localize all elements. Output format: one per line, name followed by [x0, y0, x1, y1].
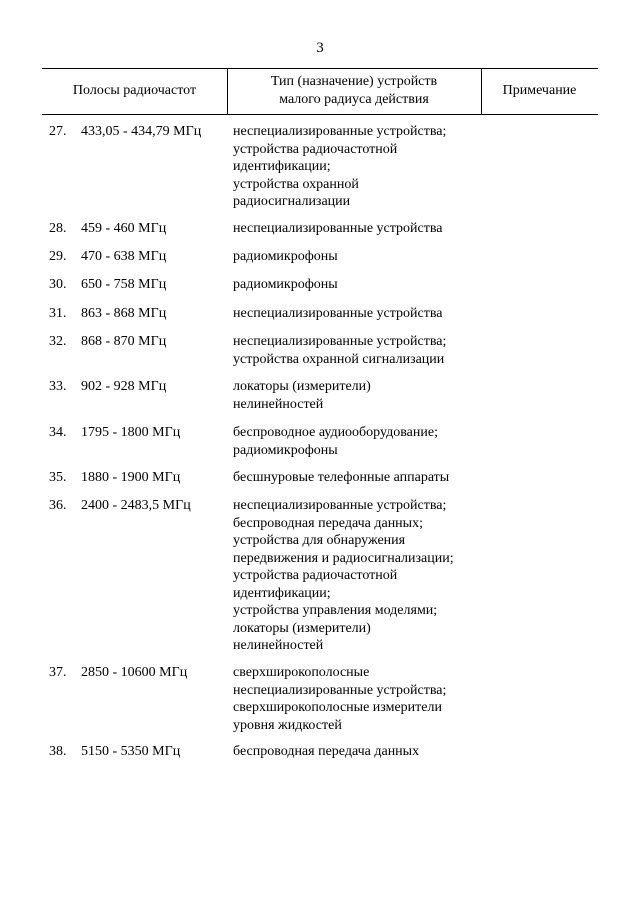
frequency-band: 1880 - 1900 МГц — [81, 470, 181, 485]
device-type-line: устройства для обнаружения — [233, 533, 406, 548]
device-type-line: сверхширокополосные измерители — [233, 700, 442, 715]
device-type — [233, 497, 483, 655]
device-type-line: нелинейностей — [233, 396, 324, 412]
device-type-line: устройства радиочастотной — [233, 141, 398, 157]
device-type — [233, 743, 483, 761]
device-type-line: беспроводная передача данных; — [233, 515, 423, 531]
device-type-line: нелинейностей — [233, 638, 324, 653]
device-type-line: неспециализированные устройства; — [233, 682, 447, 698]
device-type — [233, 333, 483, 368]
frequency-band: 2400 - 2483,5 МГц — [81, 498, 191, 513]
header-note-label: Примечание — [502, 83, 577, 98]
device-type-line: сверхширокополосные — [233, 665, 370, 680]
device-type — [233, 424, 483, 459]
row-number: 36. — [49, 498, 67, 513]
device-type-line: идентификации; — [233, 159, 331, 174]
device-type-line: бесшнуровые телефонные аппараты — [233, 470, 450, 485]
frequency-band: 459 - 460 МГц — [81, 221, 167, 236]
device-type — [233, 220, 483, 238]
device-type-line: радиомикрофоны — [233, 277, 338, 292]
row-number: 30. — [49, 277, 67, 292]
page-number: 3 — [316, 40, 324, 56]
frequency-band: 433,05 - 434,79 МГц — [81, 124, 202, 139]
row-number: 34. — [49, 425, 67, 440]
device-type-line: устройства охранной — [233, 176, 359, 192]
device-type-line: неспециализированные устройства — [233, 306, 443, 321]
header-device-type-line-2: малого радиуса действия — [279, 92, 429, 107]
row-number: 35. — [49, 470, 67, 485]
device-type-line: неспециализированные устройства; — [233, 334, 447, 349]
device-type-line: устройства управления моделями; — [233, 603, 438, 618]
header-bands-label: Полосы радиочастот — [72, 83, 197, 98]
frequency-band: 650 - 758 МГц — [81, 277, 167, 292]
device-type-line: неспециализированные устройства; — [233, 124, 447, 139]
row-number: 38. — [49, 744, 67, 759]
device-type-line: передвижения и радиосигнализации; — [233, 550, 454, 566]
row-number: 29. — [49, 249, 67, 264]
frequency-band: 902 - 928 МГц — [81, 379, 167, 394]
device-type — [233, 469, 483, 487]
row-number: 33. — [49, 379, 67, 394]
device-type-line: идентификации; — [233, 585, 331, 601]
frequency-band: 2850 - 10600 МГц — [81, 665, 188, 680]
device-type — [233, 123, 483, 211]
device-type-line: радиомикрофоны — [233, 442, 338, 458]
frequency-band: 1795 - 1800 МГц — [81, 425, 181, 440]
device-type — [233, 276, 483, 294]
frequency-band: 863 - 868 МГц — [81, 306, 167, 321]
header-device-type-line-1: Тип (назначение) устройств — [270, 74, 438, 89]
row-number: 32. — [49, 334, 67, 349]
device-type-line: неспециализированные устройства; — [233, 498, 447, 513]
device-type — [233, 248, 483, 266]
frequency-band: 5150 - 5350 МГц — [81, 744, 181, 759]
frequency-band: 470 - 638 МГц — [81, 249, 167, 264]
row-number: 31. — [49, 306, 67, 321]
frequency-band: 868 - 870 МГц — [81, 334, 167, 349]
device-type-line: беспроводная передача данных — [233, 744, 420, 759]
row-number: 27. — [49, 124, 67, 139]
device-type-line: уровня жидкостей — [233, 717, 342, 733]
device-type-line: локаторы (измерители) — [233, 620, 371, 636]
device-type — [233, 378, 483, 413]
device-type — [233, 664, 483, 734]
device-type-line: беспроводное аудиооборудование; — [233, 425, 438, 440]
row-number: 37. — [49, 665, 67, 680]
device-type-line: локаторы (измерители) — [233, 379, 371, 394]
device-type-line: радиосигнализации — [233, 194, 351, 209]
device-type-line: устройства радиочастотной — [233, 568, 398, 583]
device-type-line: устройства охранной сигнализации — [233, 351, 445, 367]
device-type-line: неспециализированные устройства — [233, 221, 443, 236]
row-number: 28. — [49, 221, 67, 236]
device-type — [233, 305, 483, 323]
device-type-line: радиомикрофоны — [233, 249, 338, 264]
